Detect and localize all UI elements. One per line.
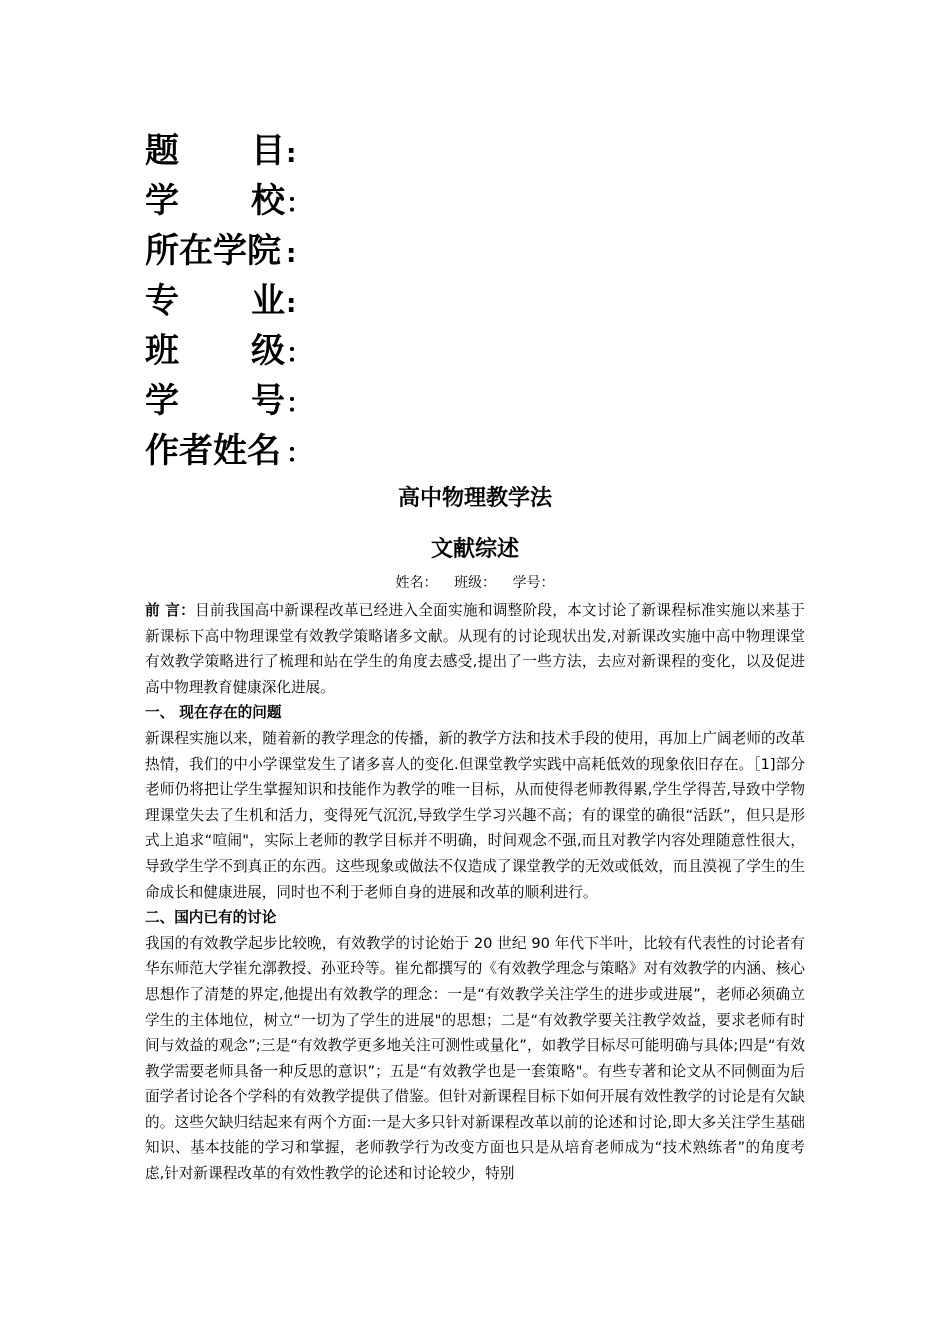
preface-paragraph	[145, 598, 805, 700]
document-title: 高中物理教学法	[397, 486, 552, 511]
cover-label-char: 专	[145, 281, 179, 321]
cover-label	[145, 427, 285, 475]
cover-label	[145, 177, 285, 225]
cover-label-char: 题	[145, 131, 179, 171]
cover-label-char: 号	[251, 381, 285, 421]
id-label: 学号：	[512, 575, 555, 591]
cover-label-char: 目	[251, 131, 285, 171]
cover-colon: ：	[286, 339, 313, 369]
cover-colon: :	[286, 289, 297, 319]
preface-lead: 前 言：	[145, 602, 196, 619]
cover-label-char: 业	[251, 281, 285, 321]
cover-colon: :	[286, 239, 297, 269]
cover-field-school	[145, 177, 318, 225]
section-heading: 一、 现在存在的问题	[145, 704, 282, 722]
cover-label-char: 所在学院	[145, 231, 281, 271]
cover-label-char: 校	[251, 181, 285, 221]
cover-colon: ：	[286, 439, 313, 469]
cover-label	[145, 277, 285, 325]
class-label: 班级：	[454, 575, 496, 591]
cover-colon: ：	[286, 389, 313, 419]
document-body	[145, 598, 805, 1187]
document-subtitle: 文献综述	[430, 537, 519, 562]
cover-label-char: 作者姓名	[145, 431, 281, 471]
preface-text: 目前我国高中新课程改革已经进入全面实施和调整阶段，本文讨论了新课程标准实施以来基于新课标下高中物理课堂有效教学策略诸多文献。从现有的讨论现状出发,对新课改实施中高中物理课堂有效教学策略进行了梳理和站在学生的角度去感受,提出了一些方法，去应对新课程的变化，以及促进高中物理教育健康深化进展。	[145, 602, 805, 696]
cover-label	[145, 227, 285, 275]
cover-label	[145, 327, 285, 375]
cover-field-college	[145, 227, 302, 275]
cover-colon: ：	[286, 189, 313, 219]
cover-colon: :	[286, 139, 297, 169]
cover-label-char: 级	[251, 331, 285, 371]
name-label: 姓名：	[395, 575, 438, 591]
cover-label-char: 学	[145, 181, 179, 221]
cover-label-char: 班	[145, 331, 179, 371]
cover-label	[145, 377, 285, 425]
author-meta-line	[0, 572, 950, 594]
cover-label-char: 学	[145, 381, 179, 421]
section-heading: 二、国内已有的讨论	[145, 909, 277, 927]
section-paragraph: 新课程实施以来，随着新的教学理念的传播，新的教学方法和技术手段的使用，再加上广阔老师的改革热情，我们的中小学课堂发生了诸多喜人的变化.但课堂教学实践中高耗低效的现象依旧存在。［1]部分老师仍将把让学生掌握知识和技能作为教学的唯一目标，从而使得老师教得累,学生学得苦,导致中学物理课堂失去了生机和活力，变得死气沉沉,导致学生学习兴趣不高；有的课堂的确很“活跃”，但只是形式上追求“喧闹"，实际上老师的教学目标并不明确，时间观念不强,而且对教学内容处理随意性很大，导致学生学不到真正的东西。这些现象或做法不仅造成了课堂教学的无效或低效，而且漠视了学生的生命成长和健康进展，同时也不利于老师自身的进展和改革的顺利进行。	[145, 729, 805, 901]
cover-label	[145, 127, 285, 175]
cover-field-title	[145, 127, 302, 175]
cover-field-student-id	[145, 377, 318, 425]
section-paragraph: 我国的有效教学起步比较晚，有效教学的讨论始于 20 世纪 90 年代下半叶，比较有代表性的讨论者有华东师范大学崔允漷教授、孙亚玲等。崔允都撰写的《有效教学理念与策略》对有效教学的内涵、核心思想作了清楚的界定,他提出有效教学的理念：一是“有效教学关注学生的进步或进展”，老师必须确立学生的主体地位，树立“一切为了学生的进展"的思想；二是“有效教学要关注教学效益，要求老师有时间与效益的观念”;三是“有效教学更多地关注可测性或量化”，如教学目标尽可能明确与具体;四是“有效教学需要老师具备一种反思的意识”；五是“有效教学也是一套策略"。有些专著和论文从不同侧面为后面学者讨论各个学科的有效教学提供了借鉴。但针对新课程目标下如何开展有效性教学的讨论是有欠缺的。这些欠缺归结起来有两个方面:一是大多只针对新课程改革以前的论述和讨论,即大多关注学生基础知识、基本技能的学习和掌握，老师教学行为改变方面也只是从培育老师成为“技术熟练者”的角度考虑,针对新课程改革的有效性教学的论述和讨论较少，特别	[145, 934, 805, 1183]
cover-field-major	[145, 277, 302, 325]
cover-field-author	[145, 427, 318, 475]
cover-field-class	[145, 327, 318, 375]
